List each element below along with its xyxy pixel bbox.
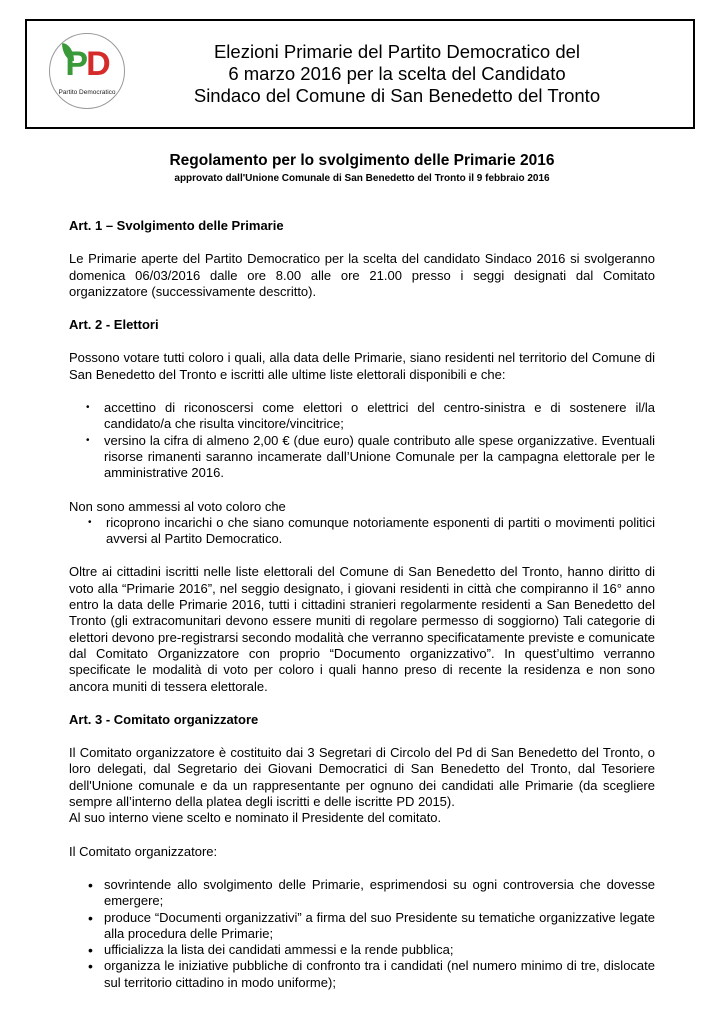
- list-item: [88, 515, 655, 548]
- article-3-text-3: Il Comitato organizzatore:: [69, 843, 218, 859]
- list-item-text: accettino di riconoscersi come elettori o elettrici del centro-sinistra e di sostenere il/la candidato/a che risulta vincitore/vincitrice;: [104, 400, 655, 432]
- logo-caption: Partito Democratico: [58, 89, 116, 96]
- list-item-text: ufficializza la lista dei candidati ammessi e la rende pubblica;: [104, 942, 454, 958]
- logo-letters: PD: [65, 45, 109, 83]
- bullet-icon: •: [88, 958, 93, 975]
- document-body: [69, 218, 655, 991]
- header-title-line: Elezioni Primarie del Partito Democratico del: [213, 41, 581, 62]
- article-1-heading: Art. 1 – Svolgimento delle Primarie: [69, 218, 284, 233]
- header-title: [137, 41, 657, 107]
- document-title: Regolamento per lo svolgimento delle Primarie 2016: [169, 152, 555, 169]
- article-1-text: Le Primarie aperte del Partito Democratico per la scelta del candidato Sindaco 2016 si svolgeranno domenica 06/03/2016 dalle ore 8.00 alle ore 21.00 presso i seggi designati dal Comitato organizzatore (successivamente descritto).: [69, 251, 655, 299]
- list-item: [69, 877, 655, 910]
- pd-logo: [49, 33, 125, 109]
- list-item-text: organizza le iniziative pubbliche di confronto tra i candidati (nel numero minimo di tre, dislocate sul territorio cittadino in modo uniforme);: [104, 958, 655, 990]
- voter-conditions-list: [69, 400, 655, 481]
- bullet-icon: •: [86, 402, 90, 414]
- list-item-text: ricoprono incarichi o che siano comunque notoriamente esponenti di partiti o movimenti politici avversi al Partito Democratico.: [106, 514, 655, 547]
- bullet-icon: •: [88, 909, 93, 926]
- committee-duties-list: [69, 877, 655, 991]
- excluded-list: [69, 515, 655, 548]
- article-3-text-2: Al suo interno viene scelto e nominato il Presidente del comitato.: [69, 810, 442, 826]
- list-item: [69, 958, 655, 991]
- list-item-text: versino la cifra di almeno 2,00 € (due euro) quale contributo alle spese organizzative. Eventuali risorse rimanenti saranno incamerate dall’Unione Comunale per la campagna elettorale per le amministrative 2016.: [104, 432, 655, 481]
- bullet-icon: •: [88, 876, 93, 893]
- article-2-extra: Oltre ai cittadini iscritti nelle liste elettorali del Comune di San Benedetto del Tronto, hanno diritto di voto alla “Primarie 2016”, nel seggio designato, i giovani residenti in città che compiranno il 16° anno entro la data delle Primarie 2016, tutti i cittadini stranieri regolarmente residenti a San Benedetto del Tronto (gli extracomunitari devono essere muniti di regolare permesso di soggiorno) Tali categorie di elettori devono pre-registrarsi secondo modalità che verranno specificatamente previste e comunicate dal Comitato Organizzatore con proprio “Documento organizzativo”. In quest’ultimo verranno specificate le modalità di voto per coloro i quali hanno preso di recente la residenza e non sono ancora muniti di tessera elettorale.: [69, 564, 655, 694]
- list-item: [86, 400, 655, 433]
- bullet-icon: •: [88, 942, 93, 959]
- header-title-line: Sindaco del Comune di San Benedetto del Tronto: [193, 85, 601, 106]
- list-item: [86, 433, 655, 482]
- article-2-intro: Possono votare tutti coloro i quali, alla data delle Primarie, siano residenti nel territorio del Comune di San Benedetto del Tronto e iscritti alle ultime liste elettorali disponibili e che:: [69, 350, 655, 382]
- bullet-icon: •: [88, 516, 92, 528]
- list-item-text: sovrintende allo svolgimento delle Primarie, esprimendosi su ogni controversia che dovesse emergere;: [104, 876, 655, 909]
- header-box: [25, 19, 695, 129]
- article-3-text-1: Il Comitato organizzatore è costituito dai 3 Segretari di Circolo del Pd di San Benedetto del Tronto, o loro delegati, dal Segretario dei Giovani Democratici di San Benedetto del Tronto, dal Tesoriere dell'Unione comunale e da un rappresentante per ognuno dei candidati alle Primarie (da scegliere sempre all’interno della platea degli iscritti e delle iscritte PD 2015).: [69, 745, 655, 810]
- article-2-heading: Art. 2 - Elettori: [69, 317, 159, 333]
- list-item-text: produce “Documenti organizzativi” a firma del suo Presidente su tematiche organizzative legate alla procedura delle Primarie;: [104, 909, 655, 941]
- header-title-line: 6 marzo 2016 per la scelta del Candidato: [228, 63, 566, 84]
- bullet-icon: •: [86, 434, 90, 446]
- list-item: [69, 910, 655, 943]
- article-3-heading: Art. 3 - Comitato organizzatore: [69, 711, 259, 727]
- list-item: [69, 942, 655, 958]
- document-subtitle: approvato dall'Unione Comunale di San Benedetto del Tronto il 9 febbraio 2016: [174, 173, 550, 184]
- excluded-intro: Non sono ammessi al voto coloro che: [69, 498, 286, 514]
